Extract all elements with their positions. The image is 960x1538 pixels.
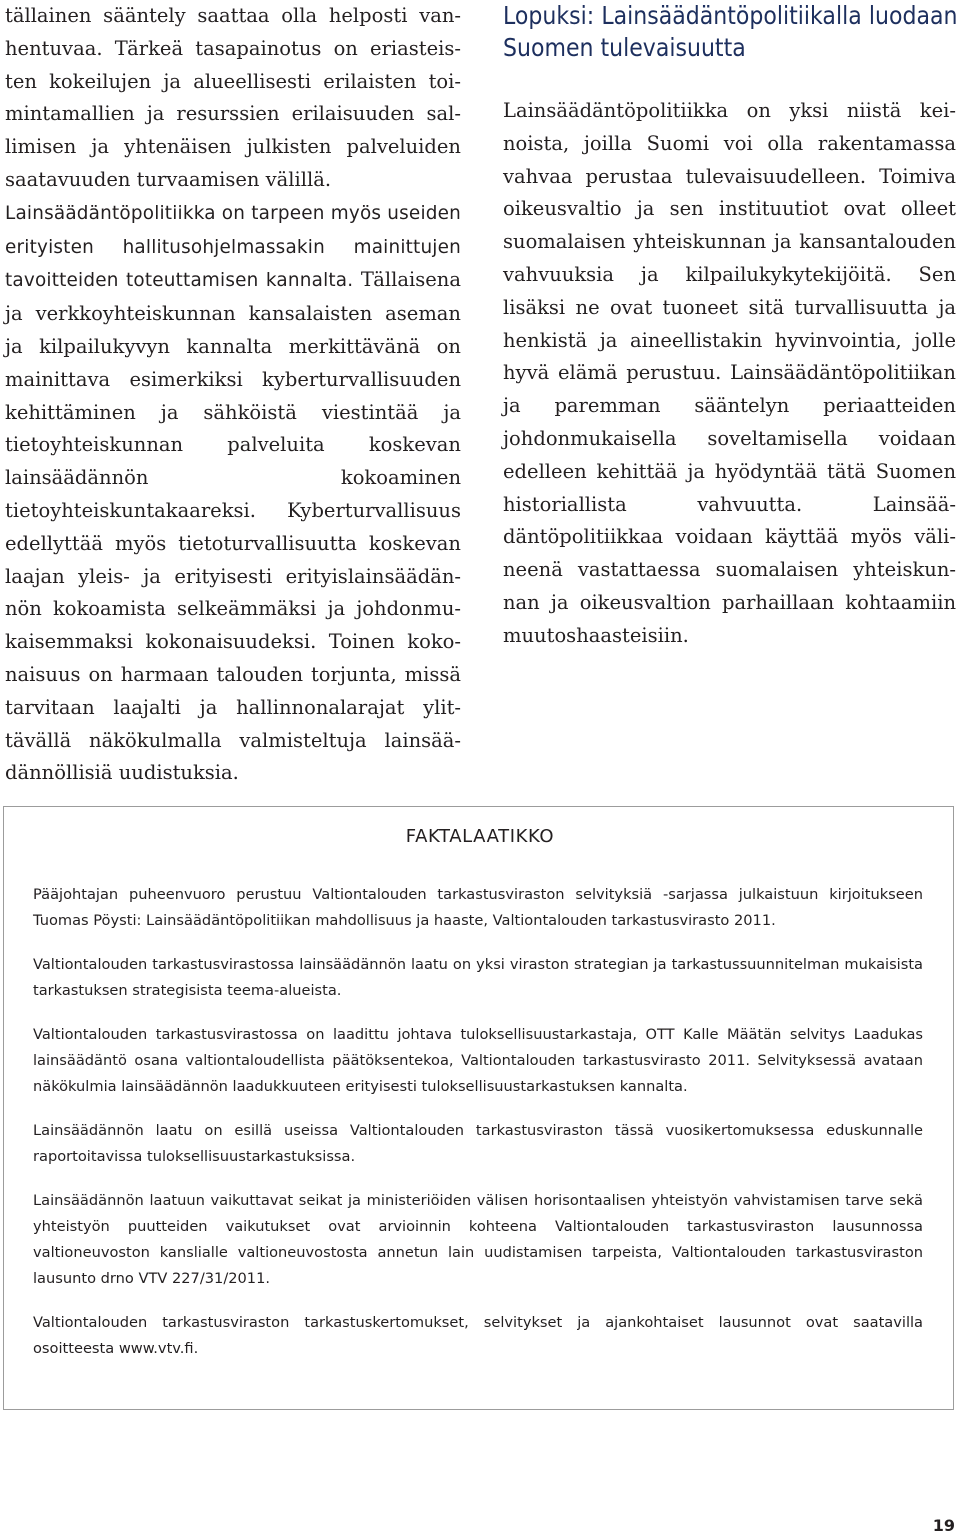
right-column [503, 0, 956, 653]
factbox-paragraph-6: Valtiontalouden tarkastusviraston tarkastuskertomukset, selvitykset ja ajankohtaiset lausunnot ovat saatavilla osoitteesta www.vtv.fi. [33, 1313, 923, 1357]
factbox-paragraph-1: Pääjohtajan puheenvuoro perustuu Valtiontalouden tarkastusviraston selvityksiä -sarjassa julkaistuun kirjoitukseen Tuomas Pöysti: Lainsäädäntöpolitiikan mahdollisuus ja haaste, Valtiontalouden tarkastusvirasto 2011. [33, 886, 923, 929]
section-heading: Lopuksi: Lainsäädäntöpolitiikalla luodaan Suomen tulevaisuutta [503, 1, 958, 62]
factbox-paragraph-2: Valtiontalouden tarkastusvirastossa lainsäädännön laatu on yksi viraston strategian ja tarkastussuunnitelman mukaisista tarkastuksen strategisista teema-alueista. [33, 956, 923, 999]
left-paragraph-1: tällainen sääntely saattaa olla helposti vanhentuvaa. Tärkeä tasapainotus on eriasteisten kokeilujen ja alueellisesti erilaisten toimintamallien ja resurssien erilaisuuden sallimisen ja yhtenäisen julkisten palveluiden saatavuuden turvaamisen välillä. [5, 4, 461, 191]
factbox-paragraph-5: Lainsäädännön laatuun vaikuttavat seikat ja ministeriöiden välisen horisontaalisen yhteistyön vahvistamisen tarve sekä yhteistyön puutteiden vaikutukset ovat arvioinnin kohteena Valtiontalouden tarkastusviraston lausunnossa valtioneuvoston kanslialle valtioneuvostosta annetun lain uudistamisen tarpeista, Valtiontalouden tarkastusviraston lausunto drno VTV 227/31/2011. [33, 1192, 923, 1287]
left-paragraph-2 [5, 197, 461, 790]
page-number: 19 [932, 1516, 955, 1535]
factbox-paragraph-4: Lainsäädännön laatu on esillä useissa Valtiontalouden tarkastusviraston tässä vuosikertomuksessa eduskunnalle raportoitavissa tuloksellisuustarkastuksissa. [33, 1122, 923, 1165]
factbox-paragraph-3: Valtiontalouden tarkastusvirastossa on laadittu johtava tuloksellisuustarkastaja, OTT Kalle Määtän selvitys Laadukas lainsäädäntö osana valtiontaloudellista päätöksentekoa, Valtiontalouden tarkastusvirasto 2011. Selvityksessä avataan näkökulmia lainsäädännön laadukkuuteen erityisesti tuloksellisuustarkastuksen kannalta. [33, 1026, 923, 1095]
left-paragraph-2-rest: Tällaisena ja verkkoyhteiskunnan kansalaisten aseman ja kilpailukyvyn kannalta merkittävänä on mainittava esimerkiksi kyberturvallisuuden kehittäminen ja sähköistä viestintää ja tietoyhteiskunnan palveluita koskevan lainsäädännön kokoaminen tietoyhteiskuntakaareksi. Kyberturvallisuus edellyttää myös tietoturvallisuutta koskevan laajan yleis- ja erityisesti erityislainsäädännön kokoamista selkeämmäksi ja johdonmukaisemmaksi kokonaisuudeksi. Toinen kokonaisuus on harmaan talouden torjunta, missä tarvitaan laajalti ja hallinnonalarajat ylittävällä näkökulmalla valmisteltuja lainsäädännöllisiä uudistuksia. [5, 268, 461, 785]
right-paragraph: Lainsäädäntöpolitiikka on yksi niistä keinoista, joilla Suomi voi olla rakentamassa vahvaa perustaa tulevaisuudelleen. Toimiva oikeusvaltio ja sen instituutiot ovat olleet suomalaisen yhteiskunnan ja kansantalouden vahvuuksia ja kilpailukykytekijöitä. Sen lisäksi ne ovat tuoneet sitä turvallisuutta ja henkistä ja aineellistakin hyvinvointia, jolle hyvä elämä perustuu. Lainsäädäntöpolitiikan ja paremman sääntelyn periaatteiden johdonmukaisella soveltamisella voidaan edelleen kehittää ja hyödyntää tätä Suomen historiallista vahvuutta. Lainsäädäntöpolitiikkaa voidaan käyttää myös välineenä vastattaessa suomalaisen yhteiskunnan ja oikeusvaltion parhaillaan kohtaamiin muutoshaasteisiin. [503, 99, 956, 647]
left-column [5, 0, 461, 790]
factbox-body [33, 882, 923, 1380]
left-paragraph-2-sans: Lainsäädäntöpolitiikka on tarpeen myös useiden erityisten hallitusohjelmassakin mainittujen tavoitteiden toteuttamisen kannalta. [5, 202, 461, 292]
factbox-title: FAKTALAATIKKO [405, 826, 555, 847]
